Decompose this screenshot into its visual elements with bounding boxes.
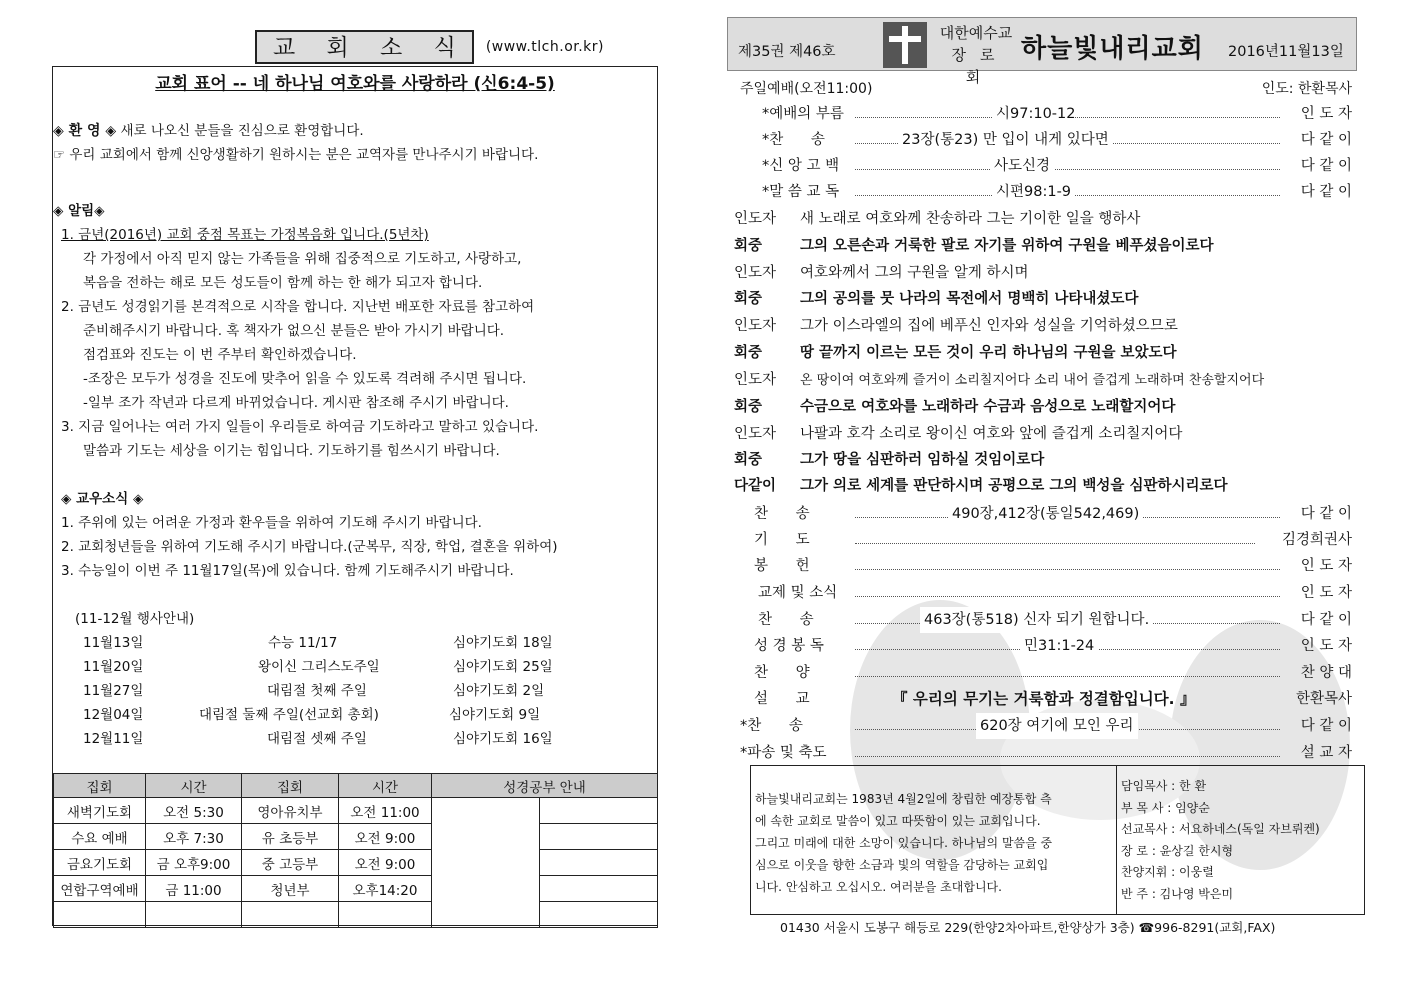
table-cell: 청년부 bbox=[242, 876, 339, 902]
right-page bbox=[700, 0, 1403, 992]
reader: 인도자 bbox=[734, 426, 777, 442]
church-name: 하늘빛내리교회 bbox=[1021, 34, 1204, 64]
reader: 회중 bbox=[734, 399, 763, 415]
order-item-by: 다 같 이 bbox=[1300, 132, 1352, 148]
table-cell: 금 11:00 bbox=[146, 876, 242, 902]
event-date: 12월11일 bbox=[83, 731, 144, 747]
table-cell bbox=[54, 902, 146, 928]
event-row bbox=[53, 727, 657, 751]
church-intro-line: 심으로 이웃을 향한 소금과 빛의 역할을 감당하는 교회입 bbox=[755, 858, 1049, 872]
left-page bbox=[0, 0, 700, 992]
responsive-line bbox=[734, 233, 1214, 259]
table-row bbox=[54, 876, 658, 902]
table-cell: 오전 9:00 bbox=[339, 850, 432, 876]
event-date: 11월13일 bbox=[83, 635, 144, 651]
table-cell: 금 오후9:00 bbox=[146, 850, 242, 876]
order-item-name: 찬 송 bbox=[758, 612, 814, 628]
reader: 인도자 bbox=[734, 372, 777, 388]
notice-item-3: 3. 지금 일어나는 여러 가지 일들이 우리들로 하여금 기도하라고 말하고 있습니다. bbox=[61, 419, 539, 435]
notice-item-1-line-2: 각 가정에서 아직 믿지 않는 가족들을 위해 집중적으로 기도하고, 사랑하고, bbox=[83, 251, 522, 267]
order-item bbox=[740, 660, 1352, 686]
table-header: 집회 bbox=[54, 774, 146, 798]
order-item-by: 인 도 자 bbox=[1300, 585, 1352, 601]
responsive-line bbox=[734, 313, 1178, 339]
order-item-name: *파송 및 축도 bbox=[740, 745, 827, 761]
table-header: 시간 bbox=[339, 774, 432, 798]
order-item-name: 교제 및 소식 bbox=[758, 585, 838, 601]
notice-item-1: 1. 금년(2016년) 교회 중점 목표는 가정복음화 입니다.(5년차) bbox=[61, 227, 429, 243]
service-leader: 인도: 한환목사 bbox=[1261, 81, 1352, 97]
reader: 인도자 bbox=[734, 265, 777, 281]
event-name: 대림절 첫째 주일 bbox=[267, 683, 367, 699]
pastoral-item-2: 2. 교회청년들을 위하여 기도해 주시기 바랍니다.(군복무, 직장, 학업, 결혼을 위하여) bbox=[61, 539, 558, 555]
order-item-by: 다 같 이 bbox=[1300, 506, 1352, 522]
bulletin-date: 2016년11월13일 bbox=[1228, 44, 1344, 60]
order-item-name: 기 도 bbox=[754, 532, 810, 548]
table-cell bbox=[339, 902, 432, 928]
study-cell bbox=[540, 798, 658, 824]
order-item bbox=[740, 101, 1352, 127]
order-item-content: 620장 여기에 모인 우리 bbox=[976, 713, 1138, 739]
welcome-text: 새로 나오신 분들을 진심으로 환영합니다. bbox=[116, 123, 364, 139]
reading-text: 그가 의로 세계를 판단하시며 공평으로 그의 백성을 심판하시리로다 bbox=[800, 478, 1228, 494]
table-cell: 새벽기도회 bbox=[54, 798, 146, 824]
denomination-line-1: 대한예수교 bbox=[939, 24, 1013, 42]
pastoral-heading: ◈ 교우소식 ◈ bbox=[61, 491, 144, 507]
order-item-content: 490장,412장(통일542,469) bbox=[948, 501, 1143, 527]
church-info-box bbox=[750, 765, 1365, 915]
event-prayer: 심야기도회 2일 bbox=[453, 683, 545, 699]
order-item-name: *찬 송 bbox=[762, 132, 825, 148]
event-date: 11월27일 bbox=[83, 683, 144, 699]
order-item-content: 민31:1-24 bbox=[1020, 633, 1098, 659]
order-item-content: 시편98:1-9 bbox=[992, 179, 1075, 205]
order-item-by: 인 도 자 bbox=[1300, 558, 1352, 574]
service-time: 주일예배(오전11:00) bbox=[740, 81, 873, 97]
responsive-line bbox=[734, 367, 1264, 393]
welcome-heading: ◈ 환 영 ◈ bbox=[53, 123, 117, 139]
table-cell bbox=[242, 902, 339, 928]
order-item-by: 김경희권사 bbox=[1281, 532, 1352, 548]
order-item-by: 다 같 이 bbox=[1300, 718, 1352, 734]
table-cell: 오후14:20 bbox=[339, 876, 432, 902]
event-row bbox=[53, 631, 657, 655]
website-url[interactable]: (www.tlch.or.kr) bbox=[485, 39, 605, 55]
study-cell bbox=[540, 824, 658, 850]
reading-text: 그가 땅을 심판하러 임하실 것임이로다 bbox=[800, 452, 1045, 468]
notice-heading: ◈ 알림◈ bbox=[53, 203, 105, 219]
reading-text: 땅 끝까지 이르는 모든 것이 우리 하나님의 구원을 보았도다 bbox=[800, 345, 1177, 361]
responsive-line bbox=[734, 447, 1044, 473]
notice-item-3-line-2: 말씀과 기도는 세상을 이기는 힘입니다. 기도하기를 힘쓰시기 바랍니다. bbox=[83, 443, 500, 459]
event-row bbox=[53, 703, 657, 727]
table-cell: 오전 5:30 bbox=[146, 798, 242, 824]
church-intro-line: 니다. 안심하고 오십시오. 여러분을 초대합니다. bbox=[755, 880, 1002, 894]
order-item bbox=[740, 153, 1352, 179]
meeting-schedule-table bbox=[53, 773, 658, 928]
order-item bbox=[740, 179, 1352, 205]
order-item-name: 찬 양 bbox=[754, 665, 810, 681]
cross-logo-icon bbox=[883, 22, 927, 68]
church-intro-line: 그리고 미래에 대한 소망이 있습니다. 하나님의 말씀을 중 bbox=[755, 836, 1053, 850]
table-row bbox=[54, 824, 658, 850]
order-item-name: 찬 송 bbox=[754, 506, 810, 522]
reader: 회중 bbox=[734, 238, 763, 254]
news-header bbox=[255, 30, 604, 64]
church-intro-line: 에 속한 교회로 말씀이 있고 따뜻함이 있는 교회입니다. bbox=[755, 814, 1041, 828]
table-header: 집회 bbox=[242, 774, 339, 798]
order-item-name: *예배의 부름 bbox=[762, 106, 844, 122]
welcome-note: ☞ 우리 교회에서 함께 신앙생활하기 원하시는 분은 교역자를 만나주시기 바랍니다. bbox=[53, 147, 539, 163]
order-item-by: 인 도 자 bbox=[1300, 106, 1352, 122]
order-item-content: 463장(통518) 신자 되기 원합니다. bbox=[920, 607, 1153, 633]
staff-item: 장 로 : 윤상길 한시형 bbox=[1121, 843, 1234, 858]
table-cell: 금요기도회 bbox=[54, 850, 146, 876]
church-address: 01430 서울시 도봉구 해등로 229(한양2차아파트,한양상가 3층) ☎996-8291(교회,FAX) bbox=[780, 920, 1276, 935]
staff-item: 부 목 사 : 임양순 bbox=[1121, 800, 1210, 815]
order-item bbox=[740, 686, 1352, 712]
responsive-line bbox=[734, 260, 1029, 286]
event-date: 12월04일 bbox=[83, 707, 144, 723]
responsive-line bbox=[734, 286, 1138, 312]
reader: 인도자 bbox=[734, 318, 777, 334]
reader: 회중 bbox=[734, 291, 763, 307]
notice-item-1-line-3: 복음을 전하는 해로 모든 성도들이 함께 하는 한 해가 되고자 합니다. bbox=[83, 275, 483, 291]
staff-list bbox=[1121, 776, 1320, 905]
table-header: 시간 bbox=[146, 774, 242, 798]
pastoral-item-1: 1. 주위에 있는 어려운 가정과 환우들을 위하여 기도해 주시기 바랍니다. bbox=[61, 515, 482, 531]
order-item bbox=[740, 740, 1352, 766]
responsive-line bbox=[734, 206, 1140, 232]
order-item bbox=[740, 580, 1352, 606]
table-header: 성경공부 안내 bbox=[432, 774, 658, 798]
table-cell: 오전 11:00 bbox=[339, 798, 432, 824]
news-title: 교 회 소 식 bbox=[255, 30, 474, 64]
event-name: 수능 11/17 bbox=[268, 635, 338, 651]
church-motto: 교회 표어 -- 네 하나님 여호와를 사랑하라 (신6:4-5) bbox=[155, 74, 555, 94]
order-item-name: *찬 송 bbox=[740, 718, 803, 734]
order-item-name: *말 씀 교 독 bbox=[762, 184, 840, 200]
table-cell: 오전 9:00 bbox=[339, 824, 432, 850]
event-row bbox=[53, 655, 657, 679]
order-item bbox=[740, 713, 1352, 739]
denomination-line-2: 장로회 bbox=[951, 46, 1009, 86]
table-cell: 오후 7:30 bbox=[146, 824, 242, 850]
study-cell bbox=[540, 876, 658, 902]
order-item bbox=[740, 633, 1352, 659]
church-intro bbox=[755, 788, 1115, 898]
event-name: 왕이신 그리스도주일 bbox=[258, 659, 380, 675]
reader: 인도자 bbox=[734, 211, 777, 227]
order-item-name: 설 교 bbox=[754, 691, 810, 707]
order-item-by: 한환목사 bbox=[1295, 691, 1352, 707]
bulletin-header bbox=[727, 17, 1357, 86]
order-item-by: 다 같 이 bbox=[1300, 184, 1352, 200]
order-item-content: 시97:10-12 bbox=[992, 101, 1079, 127]
order-item-by: 찬 양 대 bbox=[1300, 665, 1352, 681]
study-cell bbox=[432, 798, 540, 928]
church-intro-line: 하늘빛내리교회는 1983년 4월2일에 창립한 예장통합 측 bbox=[755, 792, 1052, 806]
order-item-name: *신 앙 고 백 bbox=[762, 158, 840, 174]
table-cell: 중 고등부 bbox=[242, 850, 339, 876]
table-cell bbox=[146, 902, 242, 928]
staff-item: 담임목사 : 한 환 bbox=[1121, 779, 1207, 793]
staff-item: 반 주 : 김나영 박은미 bbox=[1121, 886, 1234, 901]
news-box bbox=[52, 66, 658, 926]
staff-item: 선교목사 : 서요하네스(독일 자브뤼켄) bbox=[1121, 822, 1320, 836]
order-item-content: 사도신경 bbox=[990, 153, 1054, 179]
reader: 회중 bbox=[734, 452, 763, 468]
order-item-by: 설 교 자 bbox=[1300, 745, 1352, 761]
event-row bbox=[53, 679, 657, 703]
reading-text: 그가 이스라엘의 집에 베푸신 인자와 성실을 기억하셨으므로 bbox=[800, 318, 1178, 334]
event-name: 대림절 셋째 주일 bbox=[267, 731, 367, 747]
reading-text: 그의 공의를 뭇 나라의 목전에서 명백히 나타내셨도다 bbox=[800, 291, 1139, 307]
responsive-line bbox=[734, 473, 1228, 499]
event-prayer: 심야기도회 16일 bbox=[453, 731, 553, 747]
event-name: 대림절 둘째 주일(선교회 총회) bbox=[199, 707, 379, 723]
order-item bbox=[740, 553, 1352, 579]
notice-item-2-line-3: 점검표와 진도는 이 번 주부터 확인하겠습니다. bbox=[83, 347, 357, 363]
responsive-line bbox=[734, 340, 1177, 366]
pastoral-item-3: 3. 수능일이 이번 주 11월17일(목)에 있습니다. 함께 기도해주시기 바랍니다. bbox=[61, 563, 514, 579]
order-item bbox=[740, 127, 1352, 153]
table-cell: 연합구역예배 bbox=[54, 876, 146, 902]
table-cell: 수요 예배 bbox=[54, 824, 146, 850]
sermon-title: 『 우리의 무기는 거룩함과 정결함입니다. 』 bbox=[892, 690, 1196, 708]
table-row bbox=[54, 798, 658, 824]
order-item bbox=[740, 527, 1352, 553]
responsive-line bbox=[734, 421, 1182, 447]
event-date: 11월20일 bbox=[83, 659, 144, 675]
reader: 회중 bbox=[734, 345, 763, 361]
reader: 다같이 bbox=[734, 478, 777, 494]
study-cell bbox=[540, 850, 658, 876]
order-item-by: 다 같 이 bbox=[1300, 612, 1352, 628]
reading-text: 나팔과 호각 소리로 왕이신 여호와 앞에 즐겁게 소리칠지어다 bbox=[800, 426, 1183, 442]
table-cell: 영아유치부 bbox=[242, 798, 339, 824]
volume-number: 제35권 제46호 bbox=[738, 44, 836, 60]
order-item-by: 다 같 이 bbox=[1300, 158, 1352, 174]
notice-item-2-line-2: 준비해주시기 바랍니다. 혹 책자가 없으신 분들은 받아 가시기 바랍니다. bbox=[83, 323, 505, 339]
service-header bbox=[740, 78, 1352, 100]
order-item-name: 봉 헌 bbox=[754, 558, 810, 574]
events-list bbox=[53, 607, 657, 751]
events-heading: (11-12월 행사안내) bbox=[75, 611, 195, 627]
reading-text: 그의 오른손과 거룩한 팔로 자기를 위하여 구원을 베푸셨음이로다 bbox=[800, 238, 1214, 254]
reading-text: 수금으로 여호와를 노래하라 수금과 음성으로 노래할지어다 bbox=[800, 399, 1176, 415]
staff-item: 찬양지휘 : 이웅렬 bbox=[1121, 865, 1214, 879]
table-cell: 유 초등부 bbox=[242, 824, 339, 850]
study-cell bbox=[540, 902, 658, 928]
event-prayer: 심야기도회 9일 bbox=[449, 707, 541, 723]
table-header-row bbox=[54, 774, 658, 798]
order-item-by: 인 도 자 bbox=[1300, 638, 1352, 654]
order-item bbox=[740, 501, 1352, 527]
reading-text: 온 땅이여 여호와께 즐거이 소리칠지어다 소리 내어 즐겁게 노래하며 찬송할지어다 bbox=[800, 373, 1265, 388]
table-row bbox=[54, 850, 658, 876]
order-item bbox=[740, 607, 1352, 633]
order-item-name: 성 경 봉 독 bbox=[754, 638, 824, 654]
notice-item-2-line-4: -조장은 모두가 성경을 진도에 맞추어 읽을 수 있도록 격려해 주시면 됩니다. bbox=[83, 371, 527, 387]
notice-item-2: 2. 금년도 성경읽기를 본격적으로 시작을 합니다. 지난번 배포한 자료를 참고하여 bbox=[61, 299, 535, 315]
reading-text: 새 노래로 여호와께 찬송하라 그는 기이한 일을 행하사 bbox=[800, 211, 1141, 227]
order-item-content: 23장(통23) 만 입이 내게 있다면 bbox=[898, 127, 1113, 153]
event-prayer: 심야기도회 18일 bbox=[453, 635, 553, 651]
event-prayer: 심야기도회 25일 bbox=[453, 659, 553, 675]
responsive-line bbox=[734, 394, 1175, 420]
reading-text: 여호와께서 그의 구원을 알게 하시며 bbox=[800, 265, 1029, 281]
notice-item-2-line-5: -일부 조가 작년과 다르게 바뀌었습니다. 게시판 참조해 주시기 바랍니다. bbox=[83, 395, 509, 411]
table-row bbox=[54, 902, 658, 928]
